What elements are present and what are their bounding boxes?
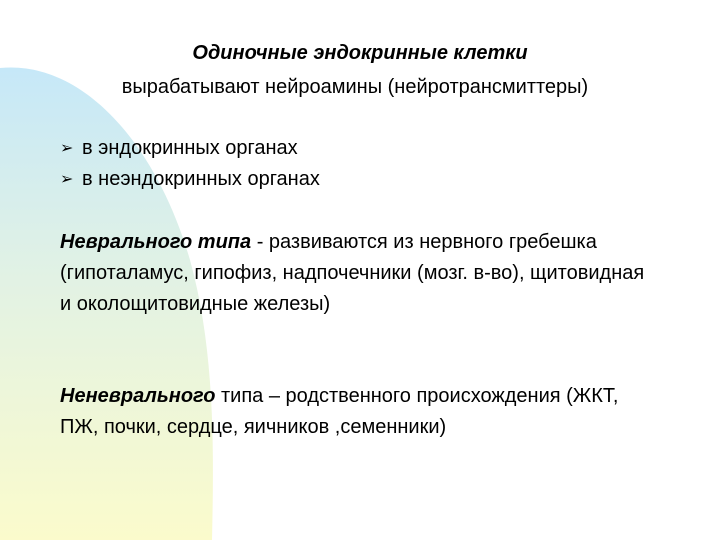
paragraph-emphasis: Неневрального bbox=[60, 385, 216, 407]
paragraph-neural-type bbox=[60, 227, 660, 320]
arrowhead-bullet-icon: ➢ bbox=[60, 140, 74, 157]
slide-subtitle: вырабатывают нейроамины (нейротрансмиттеры) bbox=[121, 76, 589, 98]
bullet-item-endocrine bbox=[60, 135, 298, 162]
arrowhead-bullet-icon: ➢ bbox=[60, 171, 74, 188]
bullet-item-non-endocrine bbox=[60, 166, 320, 193]
paragraph-emphasis: Неврального типа bbox=[60, 231, 252, 253]
paragraph-text: типа – родственного происхождения (ЖКТ, ПЖ, почки, сердце, яичников ,семенники) bbox=[60, 385, 619, 438]
paragraph-non-neural-type bbox=[60, 381, 660, 443]
bullet-text: в неэндокринных органах bbox=[82, 168, 320, 190]
bullet-text: в эндокринных органах bbox=[82, 137, 298, 159]
paragraph-text: - развиваются из нервного гребешка (гипоталамус, гипофиз, надпочечники (мозг. в-во), щитовидная и околощитовидные железы) bbox=[60, 231, 645, 315]
slide-title: Одиночные эндокринные клетки bbox=[192, 42, 528, 64]
